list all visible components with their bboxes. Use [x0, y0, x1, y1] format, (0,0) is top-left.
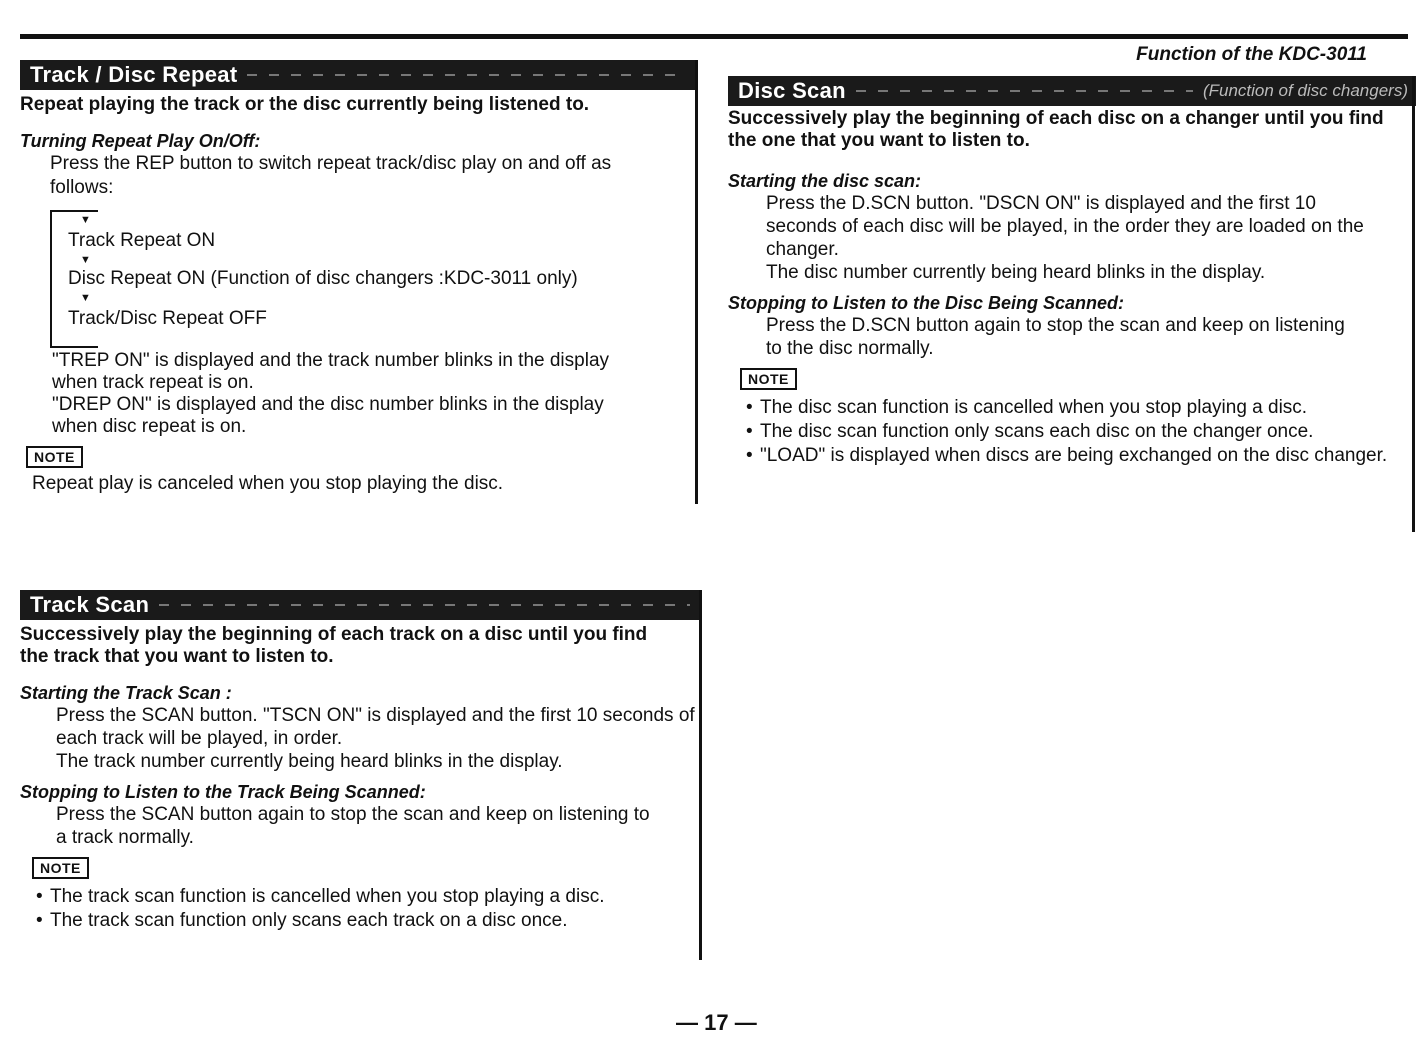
- section-subhead: Turning Repeat Play On/Off:: [20, 131, 261, 151]
- start-body: Press the D.SCN button. "DSCN ON" is displayed and the first 10 seconds of each disc will be played, in the order they are loaded on the changer.: [766, 193, 1364, 260]
- arrow-down-icon: ▼: [80, 292, 91, 304]
- section-title: Disc Scan: [738, 78, 846, 103]
- start-body-2: The track number currently being heard blinks in the display.: [56, 751, 563, 772]
- note-text: Repeat play is canceled when you stop playing the disc.: [32, 473, 504, 494]
- list-item: • "LOAD" is displayed when discs are being exchanged on the disc changer.: [746, 444, 1406, 468]
- section-header: [20, 590, 700, 620]
- note-list: [20, 885, 700, 933]
- stop-subhead: Stopping to Listen to the Track Being Scanned:: [20, 782, 426, 802]
- function-label: Function of the KDC-3011: [1136, 44, 1367, 65]
- header-dashes: [247, 74, 686, 76]
- start-body: Press the SCAN button. "TSCN ON" is displayed and the first 10 seconds of each track will be played, in order.: [56, 705, 695, 749]
- section-header: [728, 76, 1416, 106]
- stop-body: Press the D.SCN button again to stop the scan and keep on listening to the disc normally.: [766, 315, 1345, 359]
- note-label: NOTE: [32, 857, 89, 879]
- header-dashes: [856, 90, 1193, 92]
- drep-description: "DREP ON" is displayed and the disc number blinks in the display when disc repeat is on.: [52, 394, 604, 437]
- flow-step: Track/Disc Repeat OFF: [68, 308, 267, 329]
- start-subhead: Starting the Track Scan :: [20, 683, 232, 703]
- repeat-flow-diagram: [50, 206, 696, 346]
- note-label: NOTE: [740, 368, 797, 390]
- column-rule: [1412, 76, 1415, 532]
- top-rule: [20, 34, 1408, 39]
- column-rule: [699, 590, 702, 960]
- disc-scan-section: [728, 76, 1416, 468]
- section-title: Track / Disc Repeat: [30, 62, 238, 87]
- header-dashes: [159, 604, 690, 606]
- note-label: NOTE: [26, 446, 83, 468]
- section-header: [20, 60, 696, 90]
- list-item: • The disc scan function is cancelled when you stop playing a disc.: [746, 396, 1406, 420]
- column-rule: [695, 60, 698, 504]
- stop-subhead: Stopping to Listen to the Disc Being Scanned:: [728, 293, 1125, 313]
- start-subhead: Starting the disc scan:: [728, 171, 922, 191]
- stop-body: Press the SCAN button again to stop the scan and keep on listening to a track normally.: [56, 804, 650, 848]
- track-disc-repeat-section: [20, 60, 696, 496]
- arrow-down-icon: ▼: [80, 214, 91, 226]
- track-scan-section: [20, 590, 700, 933]
- arrow-down-icon: ▼: [80, 254, 91, 266]
- section-intro: Repeat playing the track or the disc currently being listened to.: [20, 94, 590, 115]
- start-body-2: The disc number currently being heard blinks in the display.: [766, 262, 1266, 283]
- section-intro: Successively play the beginning of each track on a disc until you find the track that you want to listen to.: [20, 624, 648, 667]
- page-number: — 17 —: [676, 1010, 757, 1035]
- section-title: Track Scan: [30, 592, 150, 617]
- section-subtitle: (Function of disc changers): [1202, 81, 1408, 100]
- list-item: • The track scan function is cancelled when you stop playing a disc.: [36, 885, 660, 909]
- list-item: • The track scan function only scans each track on a disc once.: [36, 909, 660, 933]
- trep-description: "TREP ON" is displayed and the track number blinks in the display when track repeat is on.: [52, 350, 610, 393]
- list-item: • The disc scan function only scans each disc on the changer once.: [746, 420, 1406, 444]
- section-intro: Successively play the beginning of each disc on a changer until you find the one that you want to listen to.: [728, 108, 1384, 151]
- section-body: Press the REP button to switch repeat track/disc play on and off as follows:: [50, 153, 612, 198]
- note-list: [728, 396, 1416, 468]
- flow-step: Track Repeat ON: [68, 230, 216, 251]
- flow-step: Disc Repeat ON (Function of disc changers :KDC-3011 only): [68, 268, 578, 289]
